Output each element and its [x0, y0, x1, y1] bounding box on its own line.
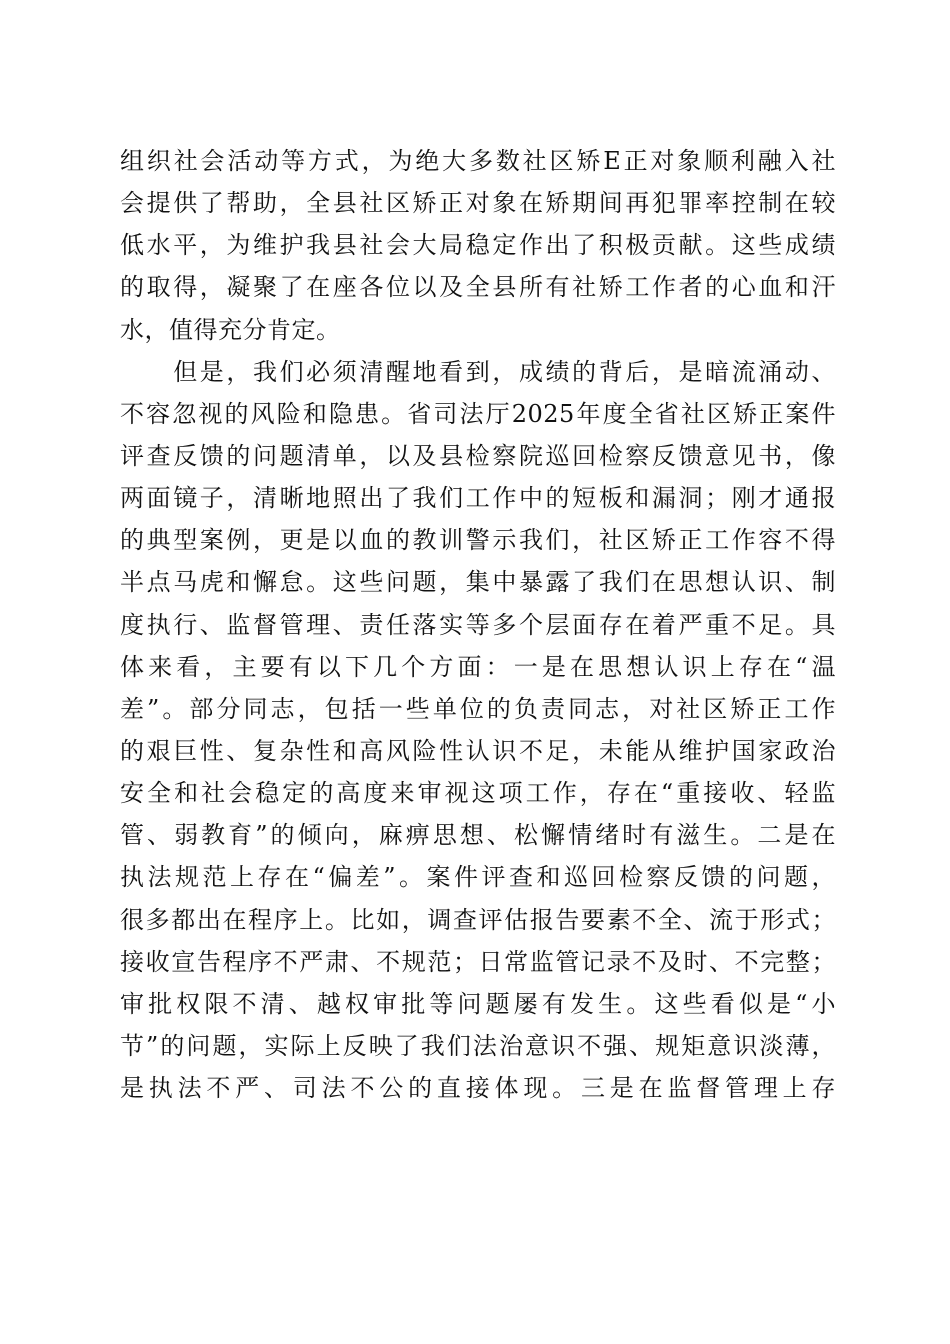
text-line: 度执行、监督管理、责任落实等多个层面存在着严重不足。具 [120, 610, 836, 639]
text-line: 的典型案例，更是以血的教训警示我们，社区矫正工作容不得 [120, 526, 836, 555]
text-line: 水，值得充分肯定。 [120, 315, 341, 344]
text-line: 很多都出在程序上。比如，调查评估报告要素不全、流于形式； [120, 905, 836, 934]
text-line: 管、弱教育”的倾向，麻痹思想、松懈情绪时有滋生。二是在 [120, 821, 836, 850]
text-line: 两面镜子，清晰地照出了我们工作中的短板和漏洞；刚才通报 [120, 484, 836, 513]
body-text [120, 140, 836, 1109]
text-line: 是执法不严、司法不公的直接体现。三是在监督管理上存 [120, 1074, 836, 1103]
text-line: 低水平，为维护我县社会大局稳定作出了积极贡献。这些成绩 [120, 231, 836, 260]
text-line: 组织社会活动等方式，为绝大多数社区矫E正对象顺利融入社 [120, 147, 836, 175]
text-line: 不容忽视的风险和隐患。省司法厅2025年度全省社区矫正案件 [120, 399, 836, 428]
text-line: 会提供了帮助，全县社区矫正对象在矫期间再犯罪率控制在较 [120, 189, 836, 218]
text-line: 执法规范上存在“偏差”。案件评查和巡回检察反馈的问题， [120, 863, 836, 892]
text-line: 审批权限不清、越权审批等问题屡有发生。这些看似是“小 [120, 989, 836, 1018]
text-line: 体来看，主要有以下几个方面：一是在思想认识上存在“温 [120, 652, 836, 681]
text-line: 接收宣告程序不严肃、不规范；日常监管记录不及时、不完整； [120, 947, 836, 976]
text-line: 半点马虎和懈怠。这些问题，集中暴露了我们在思想认识、制 [120, 568, 836, 597]
text-line: 节”的问题，实际上反映了我们法治意识不强、规矩意识淡薄， [120, 1031, 836, 1060]
text-line: 安全和社会稳定的高度来审视这项工作，存在“重接收、轻监 [120, 779, 836, 808]
text-line: 差”。部分同志，包括一些单位的负责同志，对社区矫正工作 [120, 694, 836, 723]
text-line: 的取得，凝聚了在座各位以及全县所有社矫工作者的心血和汗 [120, 273, 836, 302]
text-line: 评查反馈的问题清单，以及县检察院巡回检察反馈意见书，像 [120, 441, 836, 470]
text-line: 的艰巨性、复杂性和高风险性认识不足，未能从维护国家政治 [120, 736, 836, 765]
text-line: 但是，我们必须清醒地看到，成绩的背后，是暗流涌动、 [120, 357, 836, 386]
